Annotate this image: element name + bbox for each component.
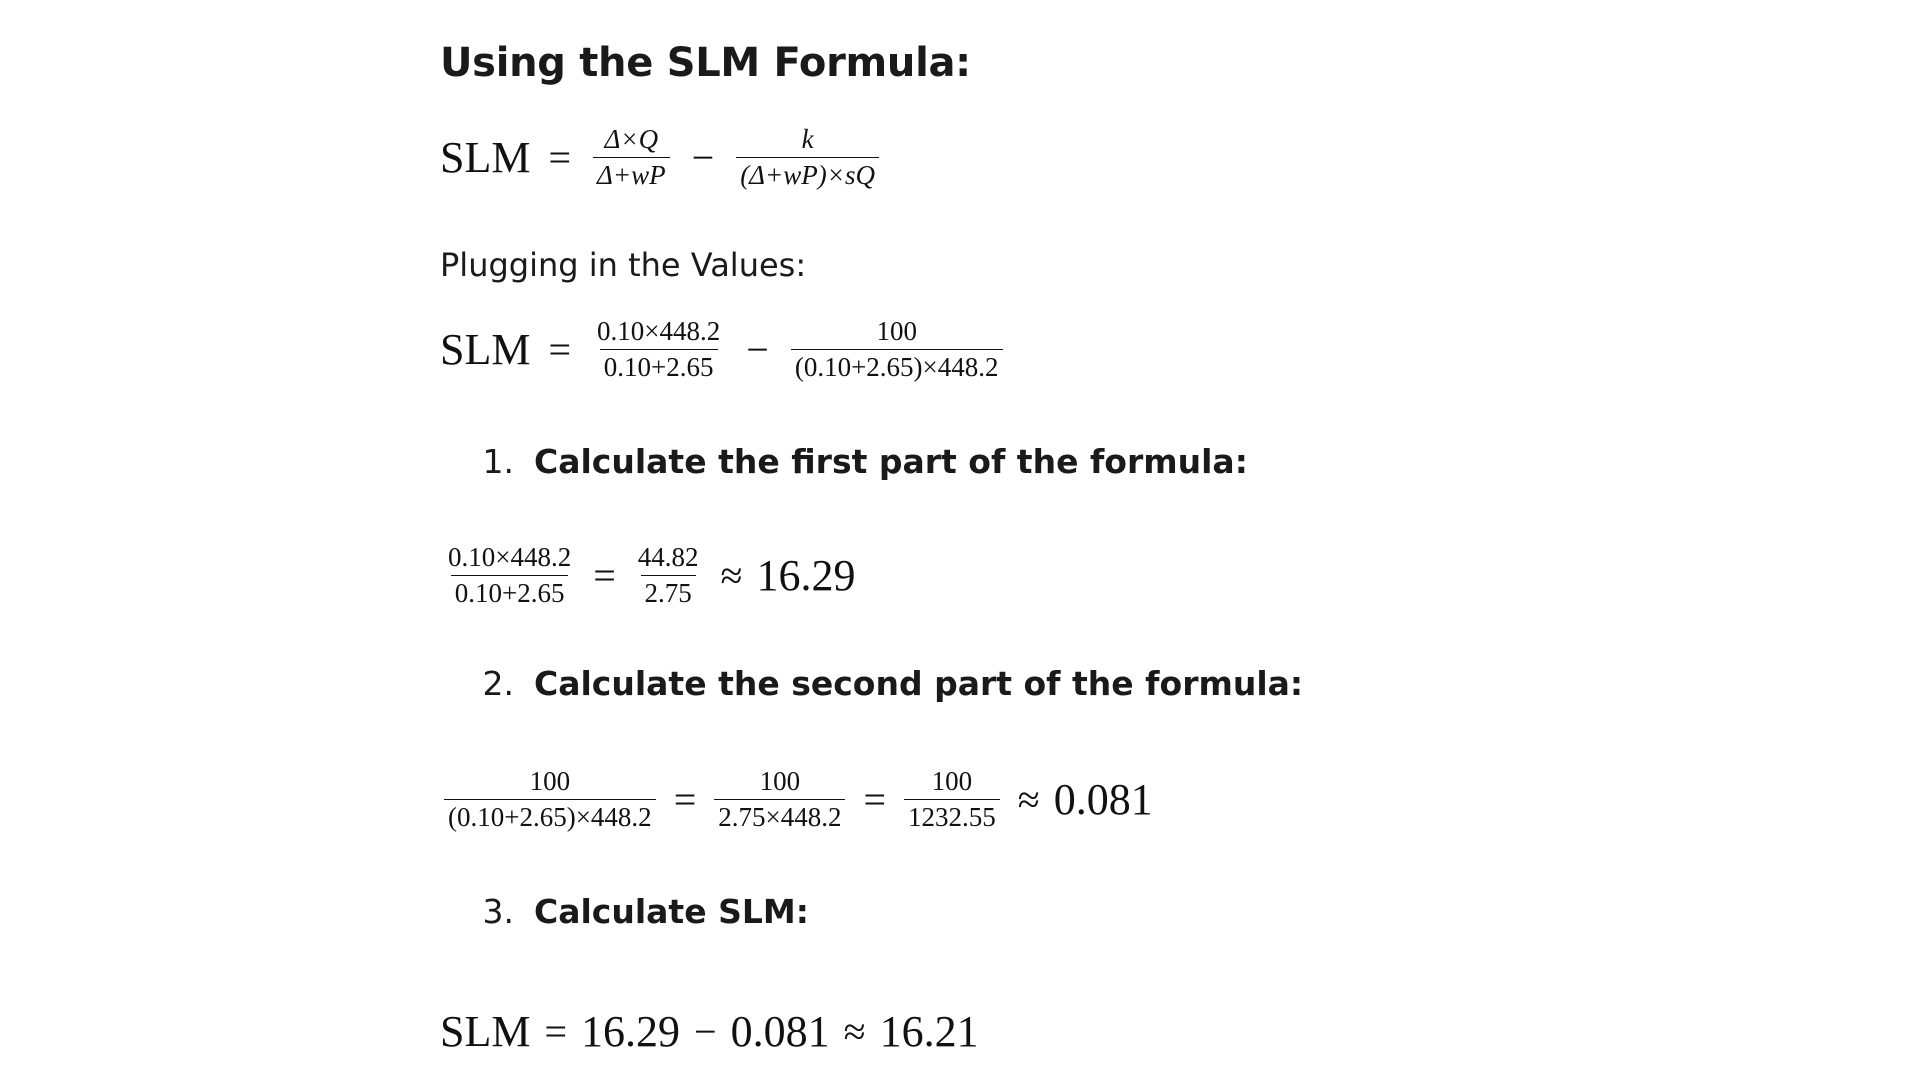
plugged-lhs: SLM [440, 325, 531, 375]
step-1-approx: ≈ [720, 553, 743, 599]
step-1-equals: = [593, 553, 616, 599]
step-3-result: 16.21 [879, 1007, 979, 1056]
plugged-fraction-1-numerator: 0.10×448.2 [597, 316, 721, 346]
plugged-minus: − [746, 327, 769, 373]
formula-fraction-1-numerator: Δ×Q [604, 124, 659, 154]
step-2-fraction-2-numerator: 100 [759, 766, 801, 796]
step-1 [460, 442, 1248, 481]
step-3-label: Calculate SLM: [534, 892, 809, 931]
formula-minus: − [691, 135, 715, 181]
step-2-label: Calculate the second part of the formula: [534, 664, 1304, 703]
step-2-equals-1: = [673, 777, 697, 823]
step-1-fraction-2-numerator: 44.82 [637, 542, 699, 572]
values-heading: Plugging in the Values: [440, 246, 807, 284]
step-2-expression [440, 766, 1153, 833]
slm-formula [440, 124, 883, 191]
step-2-approx: ≈ [1017, 777, 1040, 823]
plugged-fraction-2 [791, 316, 1003, 383]
step-2-result: 0.081 [1053, 775, 1153, 825]
step-3-value-a: 16.29 [581, 1007, 681, 1056]
step-1-fraction-1-numerator: 0.10×448.2 [448, 542, 572, 572]
plugged-fraction-2-numerator: 100 [876, 316, 917, 346]
step-3-value-b: 0.081 [730, 1007, 830, 1056]
step-1-fraction-2-denominator: 2.75 [641, 575, 696, 609]
step-1-result: 16.29 [756, 551, 856, 601]
formula-lhs: SLM [440, 133, 531, 183]
step-2-fraction-3 [904, 766, 1000, 833]
step-3-number: 3. [482, 892, 514, 931]
step-3-minus: − [694, 1009, 717, 1054]
step-2-fraction-1-numerator: 100 [529, 766, 571, 796]
formula-fraction-2-numerator: k [801, 124, 814, 154]
step-1-fraction-1-denominator: 0.10+2.65 [451, 575, 569, 609]
plugged-formula [440, 316, 1007, 383]
step-1-number: 1. [482, 442, 514, 481]
plugged-fraction-1 [593, 316, 724, 383]
step-3 [460, 892, 809, 931]
plugged-fraction-2-denominator: (0.10+2.65)×448.2 [791, 349, 1003, 383]
step-1-fraction-1 [444, 542, 575, 609]
plugged-fraction-1-denominator: 0.10+2.65 [600, 349, 718, 383]
step-3-approx: ≈ [843, 1009, 866, 1054]
formula-fraction-2-denominator: (Δ+wP)×sQ [736, 157, 879, 191]
step-2-fraction-2 [714, 766, 845, 833]
formula-heading: Using the SLM Formula: [440, 40, 971, 86]
step-2-number: 2. [482, 664, 514, 703]
step-2-fraction-1-denominator: (0.10+2.65)×448.2 [444, 799, 656, 833]
formula-equals: = [548, 135, 572, 181]
step-3-expression [440, 1006, 979, 1057]
formula-fraction-2 [736, 124, 879, 191]
step-2 [460, 664, 1303, 703]
step-2-fraction-3-denominator: 1232.55 [904, 799, 1000, 833]
step-2-fraction-3-numerator: 100 [931, 766, 973, 796]
step-2-fraction-1 [444, 766, 656, 833]
step-2-equals-2: = [863, 777, 887, 823]
formula-fraction-1 [593, 124, 670, 191]
step-2-fraction-2-denominator: 2.75×448.2 [714, 799, 845, 833]
plugged-equals: = [548, 327, 572, 373]
step-3-equals: = [544, 1009, 568, 1054]
step-3-lhs: SLM [440, 1007, 531, 1056]
step-1-label: Calculate the first part of the formula: [534, 442, 1248, 481]
step-1-expression [440, 542, 856, 609]
formula-fraction-1-denominator: Δ+wP [593, 157, 670, 191]
step-1-fraction-2 [634, 542, 703, 609]
